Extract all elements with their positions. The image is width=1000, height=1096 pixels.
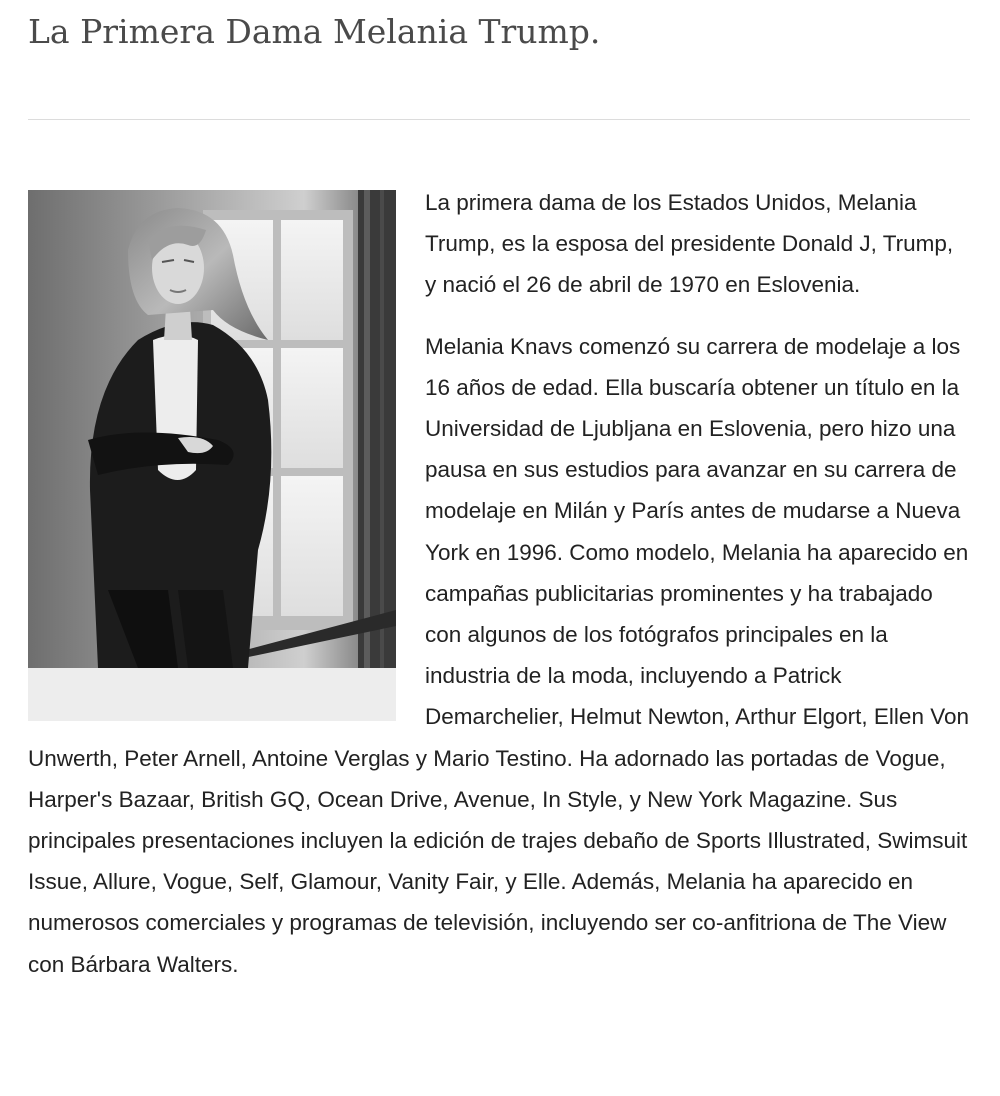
portrait-figure	[28, 190, 396, 721]
portrait-photo	[28, 190, 396, 668]
title-divider	[28, 119, 970, 120]
page-title: La Primera Dama Melania Trump.	[28, 12, 601, 51]
article-paragraph-1: La primera dama de los Estados Unidos, Melania Trump, es la esposa del presidente Donald J, Trump, y nació el 26 de abril de 1970 en Eslovenia.	[425, 190, 954, 298]
article-paragraph-2: Melania Knavs comenzó su carrera de modelaje a los 16 años de edad. Ella buscaría obtener un título en la Universidad de Ljubljana en Eslovenia, pero hizo una pausa en sus estudios para avanzar en su carrera de modelaje en Milán y París antes de mudarse a Nueva York en 1996. Como modelo, Melania ha aparecido en campañas publicitarias prominentes y ha trabajado con algunos de los fotógrafos principales en la industria de la moda, incluyendo a Patrick Demarchelier, Helmut Newton, Arthur Elgort, Ellen Von Unwerth, Peter Arnell, Antoine Verglas y Mario Testino. Ha adornado las portadas de Vogue, Harper's Bazaar, British GQ, Ocean Drive, Avenue, In Style, y New York Magazine. Sus principales presentaciones incluyen la edición de trajes debaño de Sports Illustrated, Swimsuit Issue, Allure, Vogue, Self, Glamour, Vanity Fair, y Elle. Además, Melania ha aparecido en numerosos comerciales y programas de televisión, incluyendo ser co-anfitriona de The View con Bárbara Walters.	[28, 333, 969, 977]
article-body	[28, 182, 970, 1005]
